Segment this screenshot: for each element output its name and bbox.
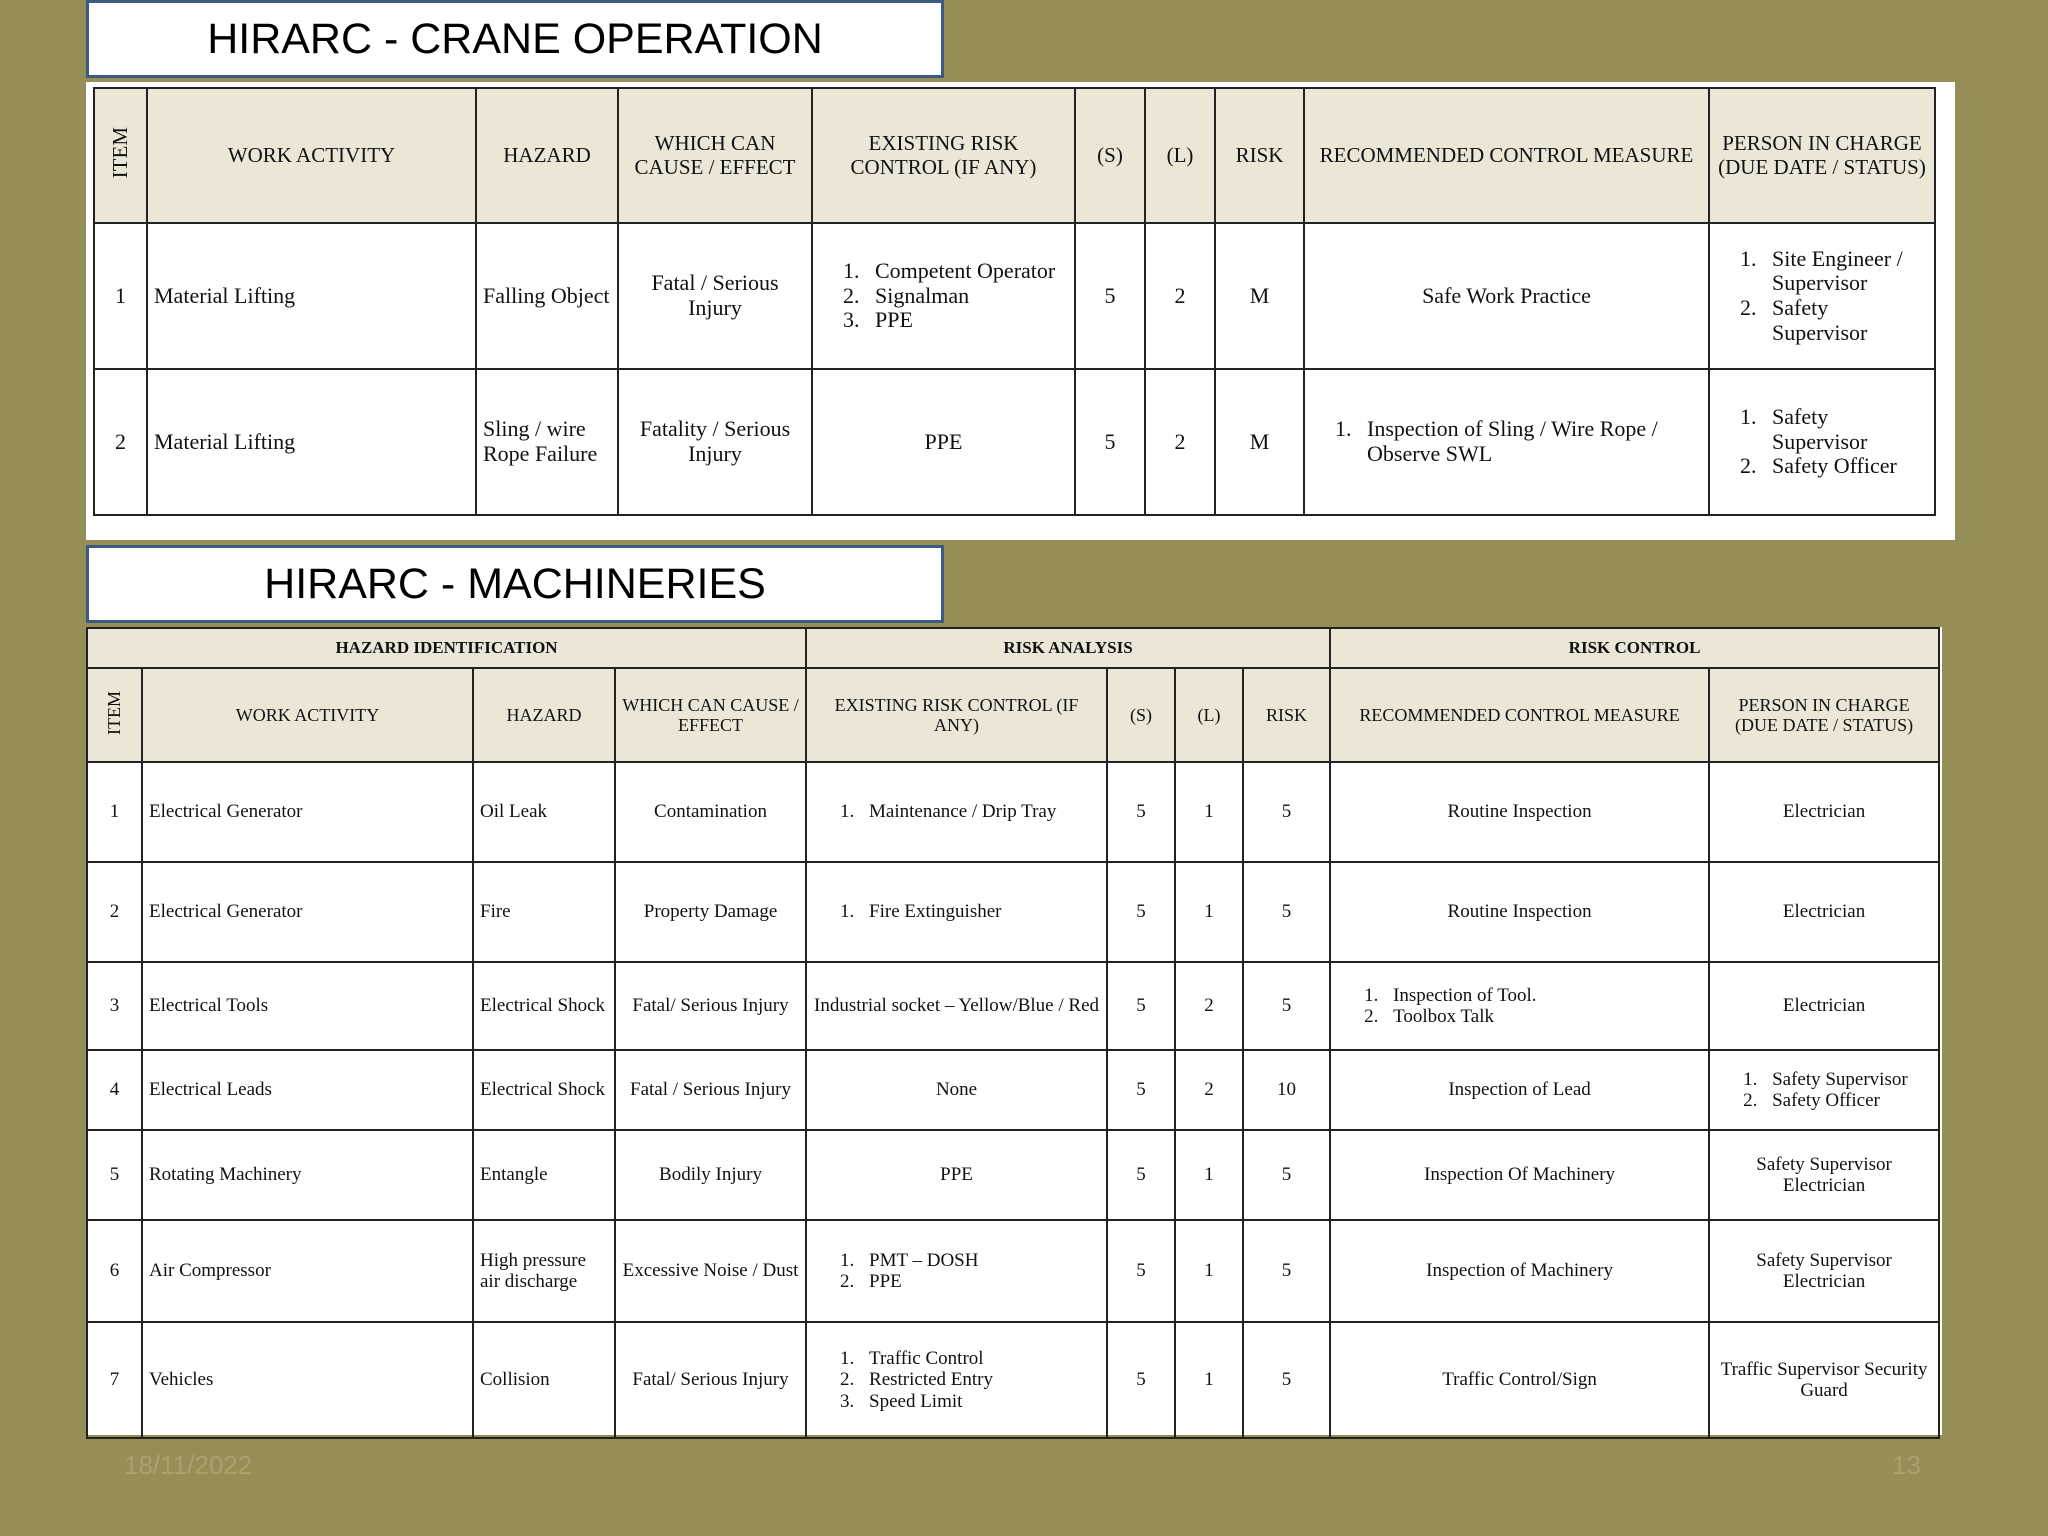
cell-hazard: Oil Leak <box>473 762 615 862</box>
list-item: 1. Fire Extinguisher <box>859 901 1100 922</box>
list-item: 1. Competent Operator <box>865 259 1068 284</box>
cell-controls: None <box>806 1050 1107 1130</box>
cell-person <box>1709 1050 1939 1130</box>
cell-measure <box>1330 962 1709 1050</box>
cell-hazard: Falling Object <box>476 223 618 369</box>
list-item: 1. Traffic Control <box>859 1348 1100 1369</box>
cell-item: 3 <box>87 962 142 1050</box>
cell-activity: Rotating Machinery <box>142 1130 473 1220</box>
list-item: 2. Safety Officer <box>1762 1090 1932 1111</box>
cell-risk: 5 <box>1243 1220 1330 1322</box>
cell-controls <box>806 762 1107 862</box>
header-work-activity: WORK ACTIVITY <box>142 668 473 762</box>
cell-activity: Vehicles <box>142 1322 473 1438</box>
cell-effect: Fatality / Serious Injury <box>618 369 812 515</box>
crane-operation-panel <box>86 82 1955 540</box>
cell-activity: Material Lifting <box>147 369 476 515</box>
table-row <box>87 1130 1939 1220</box>
cell-measure: Safe Work Practice <box>1304 223 1709 369</box>
machineries-panel <box>86 627 1942 1435</box>
crane-operation-table <box>93 87 1936 516</box>
cell-person <box>1709 223 1935 369</box>
cell-severity: 5 <box>1107 1322 1175 1438</box>
cell-likelihood: 2 <box>1145 223 1215 369</box>
cell-likelihood: 2 <box>1145 369 1215 515</box>
cell-controls <box>806 862 1107 962</box>
list-item: 1. Maintenance / Drip Tray <box>859 801 1100 822</box>
cell-controls: Industrial socket – Yellow/Blue / Red <box>806 962 1107 1050</box>
cell-effect: Fatal/ Serious Injury <box>615 1322 806 1438</box>
cell-person: Safety Supervisor Electrician <box>1709 1130 1939 1220</box>
machineries-title: HIRARC - MACHINERIES <box>86 545 944 623</box>
cell-severity: 5 <box>1075 369 1145 515</box>
cell-item: 2 <box>87 862 142 962</box>
cell-severity: 5 <box>1107 762 1175 862</box>
cell-measure: Routine Inspection <box>1330 762 1709 862</box>
cell-hazard: Sling / wire Rope Failure <box>476 369 618 515</box>
cell-activity: Electrical Generator <box>142 762 473 862</box>
header-work-activity: WORK ACTIVITY <box>147 88 476 223</box>
list-item: 2. Restricted Entry <box>859 1369 1100 1390</box>
table-row <box>94 223 1935 369</box>
cell-risk: M <box>1215 223 1304 369</box>
cell-item: 1 <box>87 762 142 862</box>
cell-person: Electrician <box>1709 762 1939 862</box>
cell-risk: M <box>1215 369 1304 515</box>
table-row <box>87 962 1939 1050</box>
footer-date: 18/11/2022 <box>124 1450 253 1480</box>
cell-effect: Bodily Injury <box>615 1130 806 1220</box>
header-effect: WHICH CAN CAUSE / EFFECT <box>618 88 812 223</box>
cell-measure: Inspection of Lead <box>1330 1050 1709 1130</box>
footer-page-number: 13 <box>1892 1450 1921 1480</box>
table-row <box>94 369 1935 515</box>
header-item: ITEM <box>94 88 147 223</box>
header-effect: WHICH CAN CAUSE / EFFECT <box>615 668 806 762</box>
cell-likelihood: 1 <box>1175 1130 1243 1220</box>
cell-controls: PPE <box>806 1130 1107 1220</box>
cell-risk: 5 <box>1243 762 1330 862</box>
cell-item: 7 <box>87 1322 142 1438</box>
list-item: 2. Safety Supervisor <box>1762 296 1928 345</box>
cell-measure <box>1304 369 1709 515</box>
cell-effect: Fatal / Serious Injury <box>618 223 812 369</box>
list-item: 1. Inspection of Tool. <box>1383 985 1702 1006</box>
header-hazard: HAZARD <box>473 668 615 762</box>
crane-operation-title: HIRARC - CRANE OPERATION <box>86 0 944 78</box>
cell-risk: 10 <box>1243 1050 1330 1130</box>
list-item: 3. Speed Limit <box>859 1391 1100 1412</box>
cell-likelihood: 1 <box>1175 1322 1243 1438</box>
list-item: 1. Site Engineer / Supervisor <box>1762 247 1928 296</box>
header-hazard: HAZARD <box>476 88 618 223</box>
cell-person <box>1709 369 1935 515</box>
machineries-table <box>86 627 1940 1439</box>
header-person-in-charge: PERSON IN CHARGE (DUE DATE / STATUS) <box>1709 668 1939 762</box>
cell-measure: Inspection of Machinery <box>1330 1220 1709 1322</box>
cell-likelihood: 1 <box>1175 862 1243 962</box>
table-row <box>87 1220 1939 1322</box>
cell-person: Safety Supervisor Electrician <box>1709 1220 1939 1322</box>
cell-controls <box>812 223 1075 369</box>
header-severity: (S) <box>1107 668 1175 762</box>
cell-effect: Property Damage <box>615 862 806 962</box>
cell-activity: Electrical Leads <box>142 1050 473 1130</box>
cell-effect: Fatal / Serious Injury <box>615 1050 806 1130</box>
cell-controls <box>806 1220 1107 1322</box>
header-likelihood: (L) <box>1175 668 1243 762</box>
header-likelihood: (L) <box>1145 88 1215 223</box>
cell-risk: 5 <box>1243 1322 1330 1438</box>
table-header-row <box>94 88 1935 223</box>
table-row <box>87 762 1939 862</box>
cell-severity: 5 <box>1107 1050 1175 1130</box>
header-risk: RISK <box>1215 88 1304 223</box>
list-item: 2. Safety Officer <box>1762 454 1928 479</box>
table-row <box>87 862 1939 962</box>
cell-measure: Inspection Of Machinery <box>1330 1130 1709 1220</box>
header-person-in-charge: PERSON IN CHARGE (DUE DATE / STATUS) <box>1709 88 1935 223</box>
table-header-row <box>87 668 1939 762</box>
cell-item: 4 <box>87 1050 142 1130</box>
list-item: 1. PMT – DOSH <box>859 1250 1100 1271</box>
cell-activity: Air Compressor <box>142 1220 473 1322</box>
cell-likelihood: 2 <box>1175 1050 1243 1130</box>
header-recommended-measure: RECOMMENDED CONTROL MEASURE <box>1330 668 1709 762</box>
cell-hazard: Entangle <box>473 1130 615 1220</box>
list-item: 1. Safety Supervisor <box>1762 405 1928 454</box>
header-existing-control: EXISTING RISK CONTROL (IF ANY) <box>806 668 1107 762</box>
cell-measure: Traffic Control/Sign <box>1330 1322 1709 1438</box>
cell-activity: Electrical Generator <box>142 862 473 962</box>
cell-effect: Contamination <box>615 762 806 862</box>
cell-severity: 5 <box>1075 223 1145 369</box>
table-row <box>87 1322 1939 1438</box>
table-row <box>87 1050 1939 1130</box>
cell-person: Traffic Supervisor Security Guard <box>1709 1322 1939 1438</box>
cell-activity: Electrical Tools <box>142 962 473 1050</box>
list-item: 1. Safety Supervisor <box>1762 1069 1932 1090</box>
cell-item: 1 <box>94 223 147 369</box>
cell-hazard: Electrical Shock <box>473 1050 615 1130</box>
list-item: 3. PPE <box>865 308 1068 333</box>
cell-effect: Fatal/ Serious Injury <box>615 962 806 1050</box>
header-recommended-measure: RECOMMENDED CONTROL MEASURE <box>1304 88 1709 223</box>
cell-hazard: Electrical Shock <box>473 962 615 1050</box>
cell-controls: PPE <box>812 369 1075 515</box>
group-header-row <box>87 628 1939 668</box>
group-risk-analysis: RISK ANALYSIS <box>806 628 1330 668</box>
cell-person: Electrician <box>1709 962 1939 1050</box>
header-severity: (S) <box>1075 88 1145 223</box>
header-item: ITEM <box>87 668 142 762</box>
list-item: 1. Inspection of Sling / Wire Rope / Observe SWL <box>1357 417 1702 466</box>
group-risk-control: RISK CONTROL <box>1330 628 1939 668</box>
cell-risk: 5 <box>1243 862 1330 962</box>
cell-effect: Excessive Noise / Dust <box>615 1220 806 1322</box>
cell-hazard: Collision <box>473 1322 615 1438</box>
cell-likelihood: 1 <box>1175 762 1243 862</box>
cell-severity: 5 <box>1107 962 1175 1050</box>
cell-person: Electrician <box>1709 862 1939 962</box>
cell-measure: Routine Inspection <box>1330 862 1709 962</box>
list-item: 2. Signalman <box>865 284 1068 309</box>
group-hazard-identification: HAZARD IDENTIFICATION <box>87 628 806 668</box>
cell-activity: Material Lifting <box>147 223 476 369</box>
cell-hazard: Fire <box>473 862 615 962</box>
cell-hazard: High pressure air discharge <box>473 1220 615 1322</box>
cell-severity: 5 <box>1107 1220 1175 1322</box>
header-existing-control: EXISTING RISK CONTROL (IF ANY) <box>812 88 1075 223</box>
cell-item: 6 <box>87 1220 142 1322</box>
cell-severity: 5 <box>1107 862 1175 962</box>
cell-item: 2 <box>94 369 147 515</box>
cell-likelihood: 2 <box>1175 962 1243 1050</box>
header-risk: RISK <box>1243 668 1330 762</box>
list-item: 2. PPE <box>859 1271 1100 1292</box>
cell-severity: 5 <box>1107 1130 1175 1220</box>
list-item: 2. Toolbox Talk <box>1383 1006 1702 1027</box>
cell-risk: 5 <box>1243 1130 1330 1220</box>
cell-item: 5 <box>87 1130 142 1220</box>
cell-likelihood: 1 <box>1175 1220 1243 1322</box>
cell-controls <box>806 1322 1107 1438</box>
cell-risk: 5 <box>1243 962 1330 1050</box>
